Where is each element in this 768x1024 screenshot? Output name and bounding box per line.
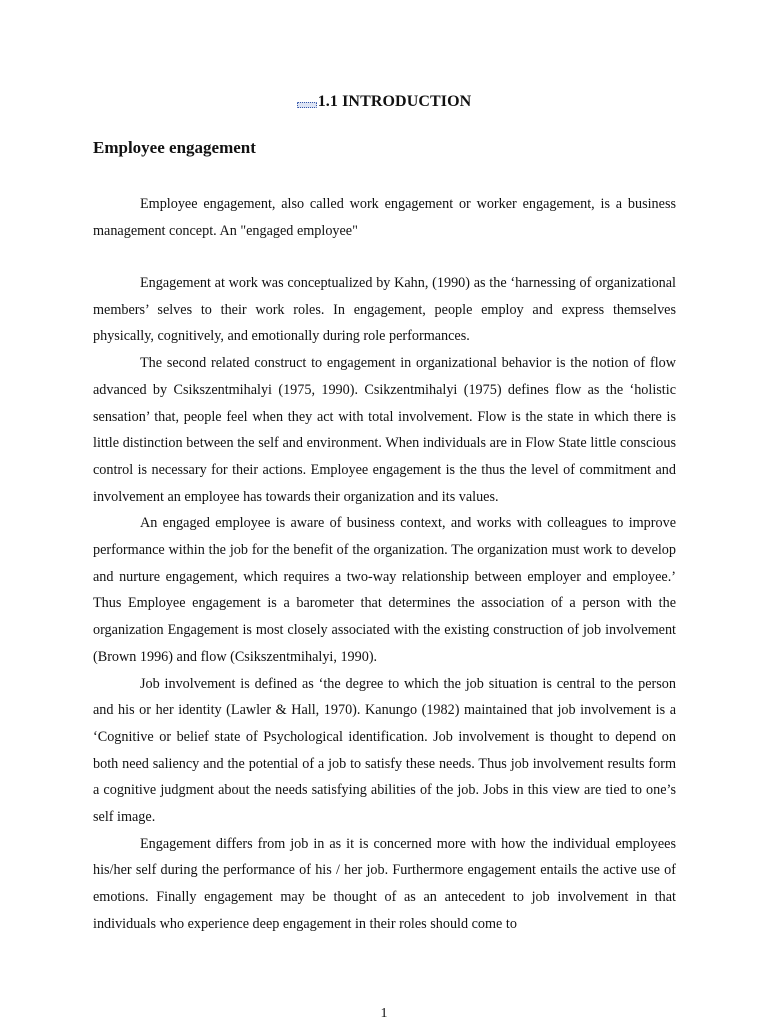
bookmark-marker-icon bbox=[297, 102, 317, 108]
paragraph: Job involvement is defined as ‘the degree to which the job situation is central to the person and his or her identity (Lawler & Hall, 1970). Kanungo (1982) maintained that job involvement is a ‘Cognitive or belief state of Psychological identification. Job involvement is thought to depend on both need saliency and the potential of a job to satisfy these needs. Thus job involvement results form a cognitive judgment about the needs satisfying abilities of the job. Jobs in this view are tied to one’s self image. bbox=[93, 675, 676, 826]
page-number: 1 bbox=[380, 1006, 388, 1021]
paragraph: Employee engagement, also called work engagement or worker engagement, is a business management concept. An "engaged employee" bbox=[93, 196, 676, 239]
section-heading bbox=[0, 93, 768, 111]
subheading: Employee engagement bbox=[93, 138, 256, 157]
paragraph: Engagement differs from job in as it is concerned more with how the individual employees his/her self during the performance of his / her job. Furthermore engagement entails the active use of emotions. Finally engagement may be thought of as an antecedent to job involvement in that individuals who experience deep engagement in their roles should come to bbox=[93, 835, 676, 932]
paragraph: The second related construct to engagement in organizational behavior is the notion of flow advanced by Csikszentmihalyi (1975, 1990). Csikzentmihalyi (1975) defines flow as the ‘holistic sensation’ that, people feel when they act with total involvement. Flow is the state in which there is little distinction between the self and environment. When individuals are in Flow State little conscious control is necessary for their actions. Employee engagement is the thus the level of commitment and involvement an employee has towards their organization and its values. bbox=[93, 355, 676, 505]
body-paragraph-block bbox=[93, 270, 676, 938]
paragraph: An engaged employee is aware of business context, and works with colleagues to improve performance within the job for the benefit of the organization. The organization must work to develop and nurture engagement, which requires a two-way relationship between employer and employee.’ Thus Employee engagement is a barometer that determines the association of a person with the organization Engagement is most closely associated with the existing construction of job involvement (Brown 1996) and flow (Csikszentmihalyi, 1990). bbox=[93, 515, 676, 665]
paragraph: Engagement at work was conceptualized by Kahn, (1990) as the ‘harnessing of organizational members’ selves to their work roles. In engagement, people employ and express themselves physically, cognitively, and emotionally during role performances. bbox=[93, 275, 676, 345]
section-heading-text: 1.1 INTRODUCTION bbox=[317, 93, 472, 110]
intro-paragraph-block bbox=[93, 191, 676, 244]
